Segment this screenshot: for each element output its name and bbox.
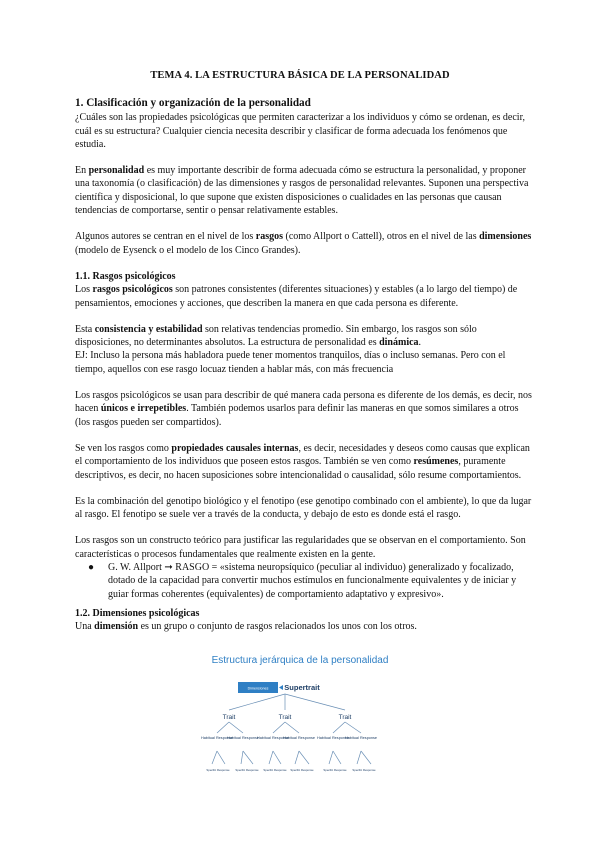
text-run: son patrones consistentes (diferentes situaciones) y estables (a lo largo del tiempo) de pensamientos, emociones y acciones, que describen la manera en que cada persona es diferente. xyxy=(75,284,518,309)
paragraph xyxy=(75,389,535,429)
text-run: son relativas tendencias promedio. Sin embargo, los rasgos son sólo disposiciones, no determinantes absolutos. La estructura de personalidad es xyxy=(75,323,477,349)
paragraph: EJ: Incluso la persona más habladora puede tener momentos tranquilos, días o incluso semanas. Pero con el tiempo, aquellos con ese rasgo locuaz tienden a hablar más, con más frecuencia xyxy=(75,350,506,375)
habitual-response-label: Habitual Response xyxy=(282,736,316,740)
bold-term: consistencia y estabilidad xyxy=(94,323,203,335)
text-run: Los rasgos psicológicos se usan para describir de qué manera cada persona es diferente de los demás, es decir, nos hacen xyxy=(75,390,532,415)
text-run: Esta xyxy=(75,323,95,335)
paragraph xyxy=(75,283,535,310)
text-run: Se ven los rasgos como xyxy=(75,442,172,454)
paragraph: Los rasgos son un constructo teórico para justificar las regularidades que se observan en el comportamiento. Son características o procesos fundamentales que realmente existen en la gente. xyxy=(75,535,526,560)
habitual-response-label: Habitual Response xyxy=(256,736,290,740)
bold-term: dimensión xyxy=(94,621,139,633)
hierarchy-diagram xyxy=(195,667,405,782)
text-run: Algunos autores se centran en el nivel de los xyxy=(75,231,256,243)
trait-label: Trait xyxy=(222,714,236,721)
specific-response-label: Specific Response xyxy=(323,768,347,772)
specific-response-label: Specific Response xyxy=(352,768,376,772)
text-run: (modelo de Eysenck o el modelo de los Cinco Grandes). xyxy=(75,244,301,256)
paragraph xyxy=(75,620,535,633)
document-body xyxy=(75,97,535,634)
habitual-response-label: Habitual Response xyxy=(200,736,234,740)
specific-response-label: Specific Response xyxy=(206,768,230,772)
paragraph xyxy=(75,111,535,151)
trait-label: Trait xyxy=(338,714,352,721)
specific-response-label: Specific Response xyxy=(263,768,287,772)
habitual-response-label: Habitual Response xyxy=(226,736,260,740)
text-run: , es decir, necesidades y deseos como causas que explican el comportamiento de los individuos que poseen estos rasgos. También se ven como xyxy=(75,442,530,468)
habitual-response-label: Habitual Response xyxy=(316,736,350,740)
habitual-response-label: Habitual Response xyxy=(344,736,378,740)
text-run: . xyxy=(418,337,422,349)
paragraph xyxy=(75,442,535,482)
section-heading-1: 1. Clasificación y organización de la personalidad xyxy=(75,97,311,109)
dimension-box-label: Dimensiones xyxy=(247,686,269,691)
text-run: (como Allport o Cattell), otros en el nivel de las xyxy=(283,231,480,243)
text-run: ¿Cuáles son las propiedades psicológicas que permiten caracterizar a los individuos y cómo se ordenan, es decir, cuál es su estructura? Cualquier ciencia necesita describir y clasificar de forma adecuada los fenómenos que estudia. xyxy=(75,112,526,150)
paragraph xyxy=(75,164,535,217)
section-heading-1-2: 1.2. Dimensiones psicológicas xyxy=(75,607,200,619)
bold-term: resúmenes xyxy=(413,456,459,468)
bold-term: rasgos xyxy=(255,231,284,243)
list-item xyxy=(75,561,535,601)
list-item-text: G. W. Allport ➞ RASGO = «sistema neuropsíquico (peculiar al individuo) generalizado y focalizado, dotado de la capacidad para convertir muchos estímulos en funcionalmente equivalentes y de iniciar y guiar formas coherentes (equivalentes) de comportamiento adaptativo y expresivo». xyxy=(108,562,517,600)
specific-response-label: Specific Response xyxy=(290,768,314,772)
diagram-title: Estructura jerárquica de la personalidad xyxy=(211,655,389,666)
paragraph: Es la combinación del genotipo biológico y el fenotipo (ese genotipo combinado con el ambiente), lo que da lugar al rasgo. El fenotipo se suele ver a través de la conducta, y debajo de esto es donde está el rasgo. xyxy=(75,495,532,521)
paragraph xyxy=(75,230,535,257)
bold-term: dimensiones xyxy=(479,231,532,243)
document-title: TEMA 4. LA ESTRUCTURA BÁSICA DE LA PERSONALIDAD xyxy=(150,70,450,81)
bold-term: rasgos psicológicos xyxy=(92,284,173,296)
bold-term: dinámica xyxy=(379,337,419,349)
text-run: es un grupo o conjunto de rasgos relacionados los unos con los otros. xyxy=(138,621,417,633)
text-run: En xyxy=(75,165,89,177)
text-run: es muy importante describir de forma adecuada cómo se estructura la personalidad, y proponer una taxonomía (o clasificación) de las dimensiones y rasgos de personalidad relevantes. Suponen una perspectiva científica y disposicional, lo que supone que existen disposiciones o cualidades en las personas que causan tendencias de comportarse, sentir o pensar relativamente estables. xyxy=(75,165,529,217)
text-run: , puramente descriptivos, es decir, no hacen suposiciones sobre intencionalidad o causalidad, sólo resume comportamientos. xyxy=(75,456,522,481)
text-run: . También podemos usarlos para definir las maneras en que somos similares a otros (los rasgos pueden ser compartidos). xyxy=(75,403,519,428)
bullet-icon: ● xyxy=(88,562,95,574)
arrow-icon xyxy=(279,685,283,690)
section-heading-1-1: 1.1. Rasgos psicológicos xyxy=(75,270,176,282)
trait-label: Trait xyxy=(278,714,292,721)
paragraph xyxy=(75,323,535,350)
connector-lines xyxy=(212,694,371,764)
text-run: Los xyxy=(75,284,93,296)
bold-term: propiedades causales internas xyxy=(171,442,299,454)
bold-term: únicos e irrepetibles xyxy=(100,403,187,415)
specific-response-label: Specific Response xyxy=(235,768,259,772)
bold-term: personalidad xyxy=(88,165,145,177)
text-run: Una xyxy=(75,621,95,633)
supertrait-label: Supertrait xyxy=(284,683,320,692)
